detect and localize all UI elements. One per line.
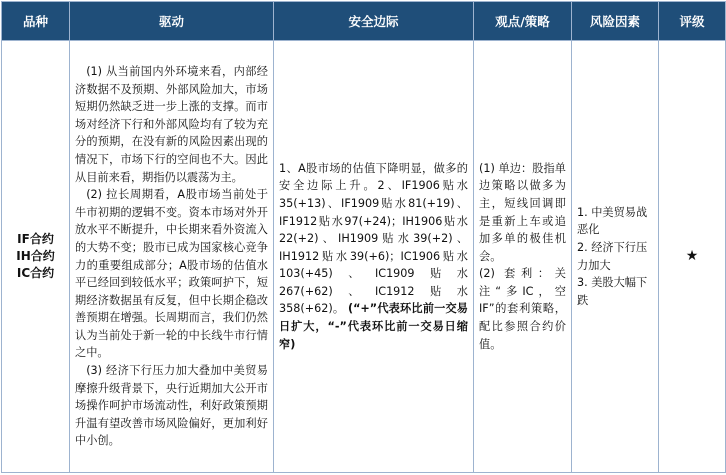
table-row bbox=[2, 41, 726, 473]
header-strategy: 观点/策略 bbox=[474, 2, 572, 41]
product-ih: IH合约 bbox=[16, 249, 55, 263]
rating-cell bbox=[659, 41, 726, 473]
strategy-item: (1) 单边：股指单边策略以做多为主，短线回调即是重新上车或追加多单的极佳机会。 bbox=[479, 161, 566, 263]
safety-note: (“+”代表环比前一交易日扩大，“-”代表环比前一交易日缩窄) bbox=[279, 302, 468, 351]
rating-star-icon: ★ bbox=[685, 247, 699, 264]
driver-paragraph: (1) 从当前国内外环境来看，内部经济数据不及预期、外部风险加大，市场短期仍然缺乏进一步上涨的支撑。而市场对经济下行和外部风险均有了较为充分的预期，在没有新的风险因素出现的情况下，市场下行的空间也不大。因此从目前来看，期指仍以震荡为主。 bbox=[75, 64, 268, 184]
product-cell bbox=[2, 41, 70, 473]
driver-paragraph: (3) 经济下行压力加大叠加中美贸易摩擦升级背景下，央行近期加大公开市场操作呵护市场流动性，利好政策预期升温有望改善市场风险偏好，更加利好中小创。 bbox=[75, 364, 268, 448]
driver-cell bbox=[70, 41, 274, 473]
risk-cell bbox=[572, 41, 659, 473]
risk-item: 3. 美股大幅下跌 bbox=[577, 276, 648, 307]
product-if: IF合约 bbox=[17, 232, 54, 246]
risk-item: 1. 中美贸易战恶化 bbox=[577, 205, 648, 237]
header-driver: 驱动 bbox=[70, 2, 274, 41]
product-ic: IC合约 bbox=[16, 266, 55, 280]
risk-item: 2. 经济下行压力加大 bbox=[577, 240, 648, 272]
strategy-item: (2) 套利：关注“多IC，空IF”的套利策略，配比参照合约价值。 bbox=[479, 267, 566, 351]
header-safety: 安全边际 bbox=[274, 2, 474, 41]
header-product: 品种 bbox=[2, 2, 70, 41]
strategy-cell bbox=[474, 41, 572, 473]
safety-cell bbox=[274, 41, 474, 473]
header-risk: 风险因素 bbox=[572, 2, 659, 41]
header-row bbox=[2, 2, 726, 41]
commodity-table bbox=[1, 1, 726, 473]
safety-text: 1、A股市场的估值下降明显，做多的安全边际上升。2、IF1906贴水35(+13)、IF1909贴水81(+19)、IF1912贴水97(+24)；IH1906贴水22(+2)、IH1909贴水39(+2)、IH1912贴水39(+6)；IC1906贴水103(+45)、IC1909贴水267(+62)、IC1912贴水358(+62)。 bbox=[279, 161, 468, 316]
header-rating: 评级 bbox=[659, 2, 726, 41]
driver-paragraph: (2) 拉长周期看，A股市场当前处于牛市初期的逻辑不变。资本市场对外开放水平不断提升，中长期来看外资流入的大势不变；股市已成为国家核心竞争力的重要组成部分；A股市场的估值水平已经回到较低水平；政策呵护下，短期经济数据虽有反复，但中长期企稳改善预期在增强。长周期而言，我们仍然认为当前处于新一轮的中长线牛市行情之中。 bbox=[75, 188, 268, 360]
